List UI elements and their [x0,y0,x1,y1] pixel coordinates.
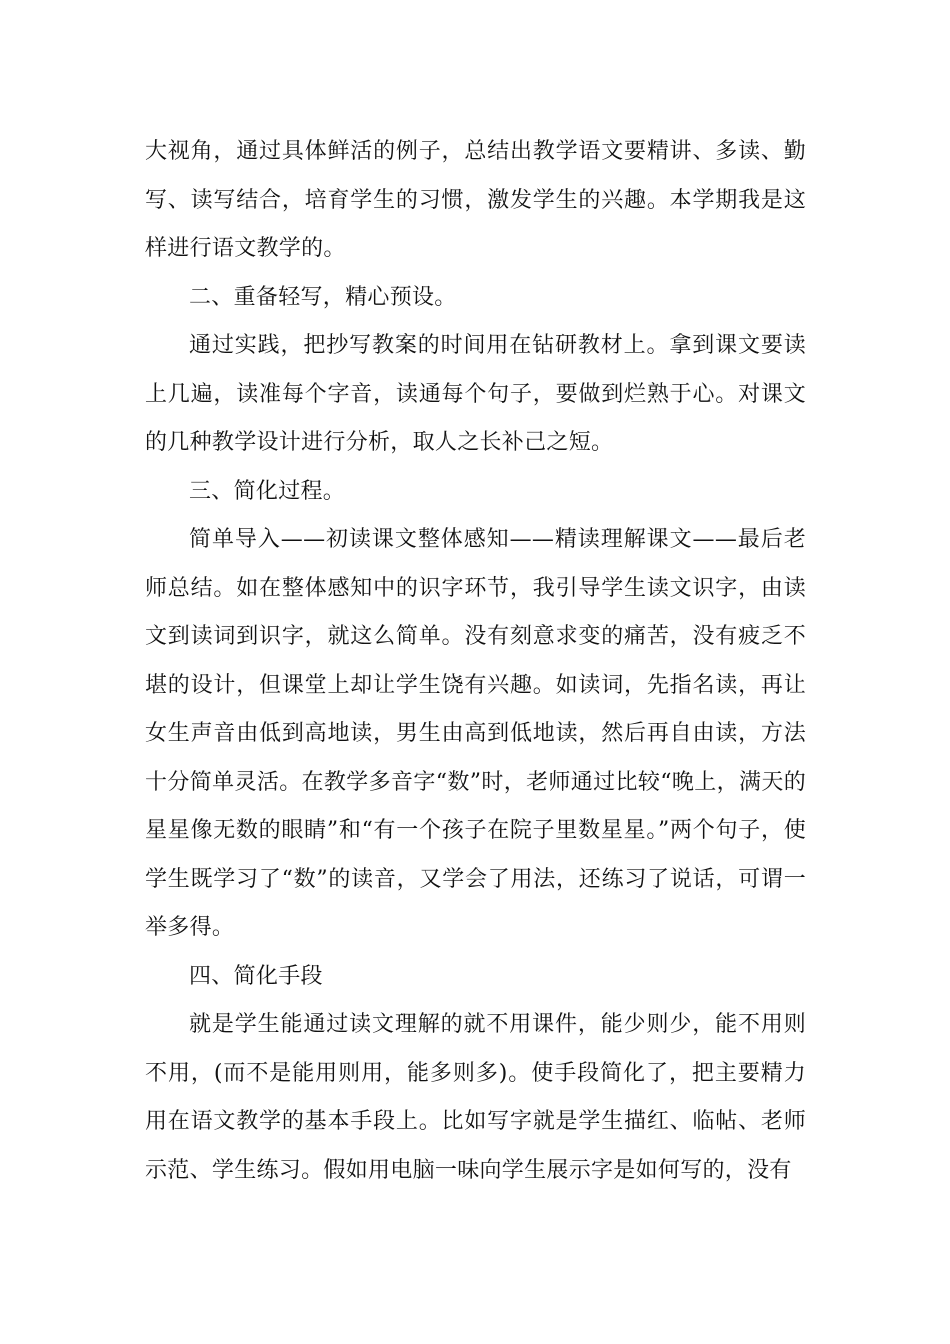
paragraph-3: 简单导入——初读课文整体感知——精读理解课文——最后老师总结。如在整体感知中的识字环节，我引导学生读文识字，由读文到读词到识字，就这么简单。没有刻意求变的痛苦，没有疲乏不堪的设计，但课堂上却让学生饶有兴趣。如读词，先指名读，再让女生声音由低到高地读，男生由高到低地读，然后再自由读，方法十分简单灵活。在教学多音字“数”时，老师通过比较“晚上，满天的星星像无数的眼睛”和“有一个孩子在院子里数星星。”两个句子，使学生既学习了“数”的读音，又学会了用法，还练习了说话，可谓一举多得。 [145,527,806,940]
document-body [145,128,806,1195]
paragraph-4: 就是学生能通过读文理解的就不用课件，能少则少，能不用则不用，(而不是能用则用，能多则多)。使手段简化了，把主要精力用在语文教学的基本手段上。比如写字就是学生描红、临帖、老师示范、学生练习。假如用电脑一味向学生展示字是如何写的，没有 [145,1012,806,1183]
section-heading-2: 二、重备轻写，精心预设。 [189,284,457,310]
section-heading-3: 三、简化过程。 [189,478,346,504]
paragraph-1: 大视角，通过具体鲜活的例子，总结出教学语文要精讲、多读、勤写、读写结合，培育学生的习惯，激发学生的兴趣。本学期我是这样进行语文教学的。 [145,139,806,261]
paragraph-2: 通过实践，把抄写教案的时间用在钻研教材上。拿到课文要读上几遍，读准每个字音，读通每个句子，要做到烂熟于心。对课文的几种教学设计进行分析，取人之长补己之短。 [145,333,806,455]
section-heading-4: 四、简化手段 [189,963,323,989]
